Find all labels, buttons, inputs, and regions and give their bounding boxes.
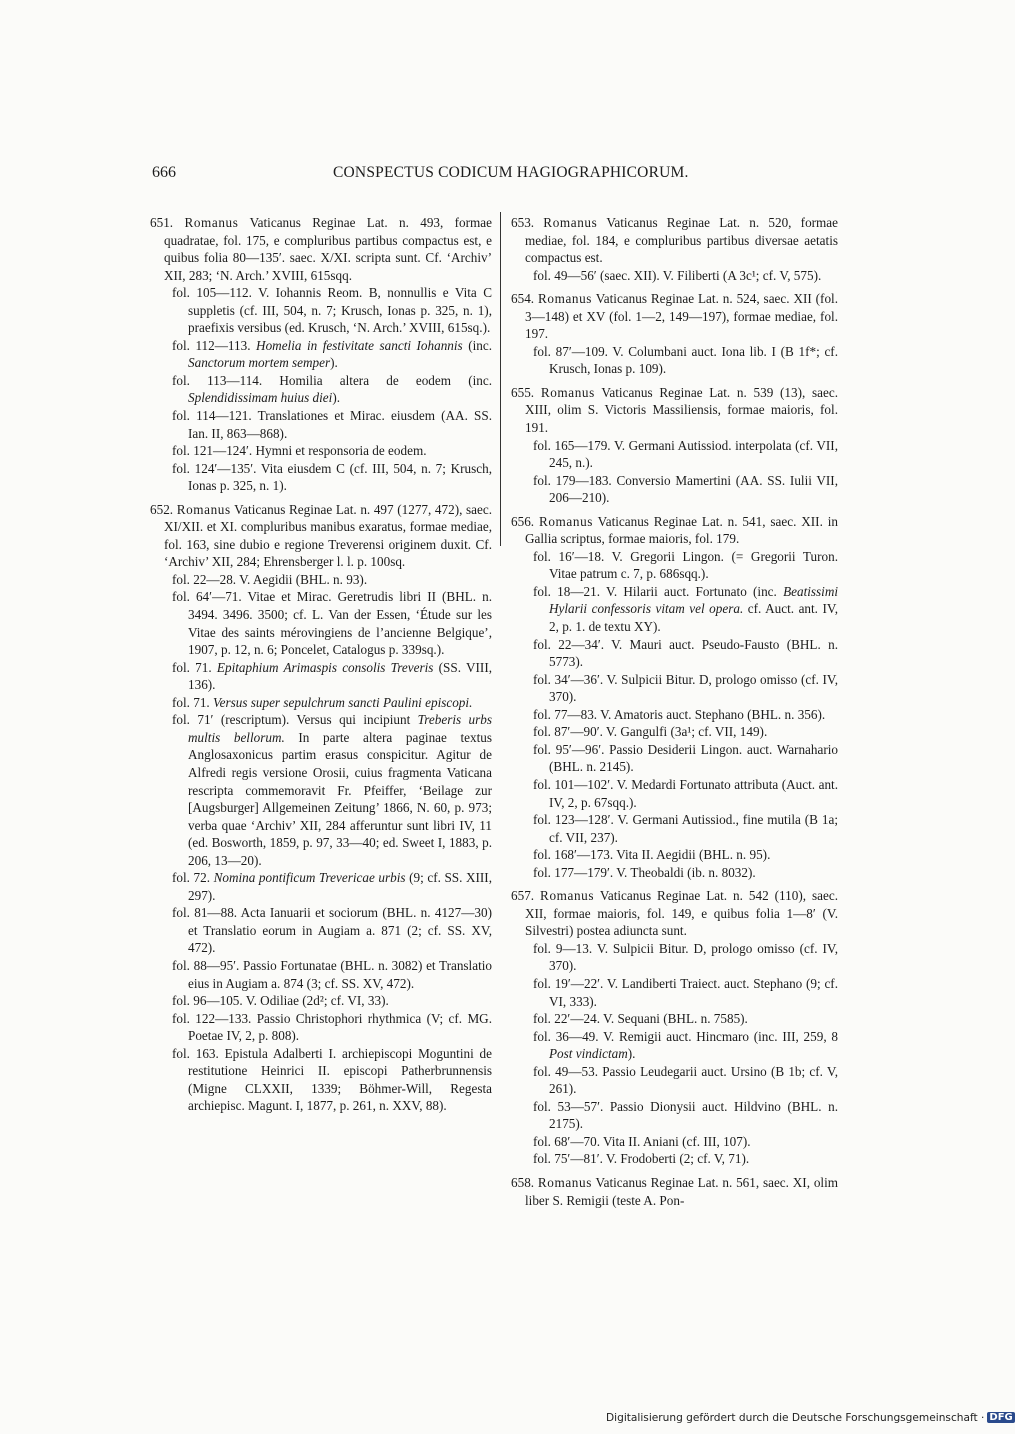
folio-text: fol. 36—49. V. Remigii auct. Hincmaro (inc. III, 259, 8 (533, 1028, 838, 1044)
folio-item (150, 694, 492, 712)
folio-text: fol. 18—21. V. Hilarii auct. Fortunato (inc. (533, 583, 777, 599)
entry-656 (511, 513, 838, 881)
italic-title: Epitaphium Arimaspis consolis Treveris (216, 659, 434, 675)
folio-item: fol. 163. Epistula Adalberti I. archiepiscopi Moguntini de restitutione Heinrici II. episcopi Patherbrunnensis (Migne CLXXII, 1339; Böhmer-Will, Regesta archiepisc. Magunt. I, 1877, p. 261, n. XXV, 88). (172, 1045, 492, 1114)
folio-item: fol. 34′—36′. V. Sulpicii Bitur. D, prologo omisso (cf. IV, 370). (533, 671, 838, 705)
shelfmark: Romanus (540, 384, 595, 400)
entry-description: Vaticanus Reginae Lat. n. 493, formae quadratae, fol. 175, e compluribus partibus compactus est, e quibus folia 80—135′. saec. X/XI. scripta sunt. Cf. ‘Archiv’ XII, 283; ‘N. Arch.’ XVIII, 615sqq. (164, 215, 493, 283)
folio-text: fol. 71′ (rescriptum). Versus qui incipiunt (172, 712, 411, 728)
entry-number: 653. (511, 215, 535, 230)
dfg-logo: DFG (989, 1412, 1013, 1423)
folio-text: fol. 113—114. Homilia altera de eodem (inc. (172, 372, 492, 388)
folio-item (150, 711, 492, 869)
left-column (150, 214, 492, 1121)
folio-item: fol. 121—124′. Hymni et responsoria de eodem. (172, 443, 427, 459)
digitization-credit (606, 1412, 1015, 1424)
shelfmark: Romanus (184, 215, 239, 230)
entry-654 (511, 290, 838, 378)
entry-description: Vaticanus Reginae Lat. n. 497 (1277, 472), saec. XI/XII. et XI. compluribus manibus exaratus, formae mediae, fol. 163, sine dubio e regione Treverensi originem duxit. Cf. ‘Archiv’ XII, 284; Ehrensberger l. l. p. 100sq. (164, 501, 493, 570)
folio-item (511, 583, 838, 636)
folio-text: cf. Auct. ant. IV, 2, p. 1. de textu XY). (549, 601, 839, 635)
entry-651 (150, 214, 492, 495)
folio-item (150, 372, 492, 407)
folio-item: fol. 16′—18. V. Gregorii Lingon. (= Gregorii Turon. Vitae patrum c. 7, p. 686sqq.). (533, 548, 838, 582)
italic-incipit: Splendidissimam huius diei (188, 390, 333, 406)
entry-number: 655. (511, 384, 535, 400)
italic-title: Homelia in festivitate sancti Iohannis (256, 337, 463, 353)
italic-title: Versus super sepulchrum sancti Paulini episcopi. (213, 694, 473, 710)
entry-number: 656. (511, 513, 535, 529)
folio-item: fol. 88—95′. Passio Fortunatae (BHL. n. 3082) et Translatio eius in Augiam a. 874 (3; cf. SS. XV, 472). (172, 957, 492, 991)
folio-item: fol. 114—121. Translationes et Mirac. eiusdem (AA. SS. Ian. II, 863—868). (172, 408, 492, 441)
folio-item: fol. 101—102′. V. Medardi Fortunato attributa (Auct. ant. IV, 2, p. 67sqq.). (533, 776, 838, 810)
entry-658 (511, 1174, 838, 1209)
entry-header (511, 887, 838, 940)
folio-item: fol. 87′—90′. V. Gangulfi (3a¹; cf. VII, 149). (533, 724, 768, 740)
folio-item (150, 659, 492, 694)
folio-item: fol. 68′—70. Vita II. Aniani (cf. III, 107). (533, 1133, 751, 1149)
folio-item: fol. 124′—135′. Vita eiusdem C (cf. III, 504, n. 7; Krusch, Ionas p. 325, n. 1). (172, 460, 492, 494)
entry-header (511, 290, 838, 343)
folio-item: fol. 96—105. V. Odiliae (2d²; cf. VI, 33). (172, 993, 389, 1009)
entry-description: Vaticanus Reginae Lat. n. 541, saec. XII. in Gallia scriptus, formae maioris, fol. 179. (525, 513, 839, 547)
folio-item: fol. 75′—81′. V. Frodoberti (2; cf. V, 71). (533, 1151, 750, 1167)
running-title: CONSPECTUS CODICUM HAGIOGRAPHICORUM. (333, 164, 689, 181)
folio-text: ). (330, 355, 338, 371)
folio-item: fol. 95′—96′. Passio Desiderii Lingon. auct. Warnahario (BHL. n. 2145). (533, 741, 838, 775)
folio-item: fol. 105—112. V. Iohannis Reom. B, nonnullis e Vita C suppletis (cf. III, 504, n. 7; Krusch, Ionas p. 325, n. 1), praefixis versibus (ed. Krusch, ‘N. Arch.’ XVIII, 615sq.). (172, 285, 492, 336)
italic-title: Nomina pontificum Trevericae urbis (213, 870, 406, 886)
folio-item: fol. 49—56′ (saec. XII). V. Filiberti (A 3c¹; cf. V, 575). (533, 267, 822, 283)
entry-number: 651. (150, 215, 174, 230)
entry-number: 652. (150, 501, 174, 517)
folio-text: ). (627, 1046, 636, 1062)
folio-ref: fol. 112—113. (172, 337, 251, 353)
entry-number: 654. (511, 291, 535, 307)
shelfmark: Romanus (538, 513, 593, 529)
folio-item: fol. 49—53. Passio Leudegarii auct. Ursino (B 1b; cf. V, 261). (533, 1063, 838, 1097)
folio-item (511, 1028, 838, 1063)
folio-text: (inc. (468, 337, 493, 353)
entry-652 (150, 501, 492, 1115)
entry-number: 657. (511, 888, 535, 904)
shelfmark: Romanus (176, 501, 231, 517)
entry-header (150, 214, 492, 284)
right-column (511, 214, 838, 1215)
column-divider (500, 212, 501, 546)
folio-text: (9; cf. SS. XIII, 297). (188, 870, 492, 903)
entry-header (511, 513, 838, 548)
entry-description: Vaticanus Reginae Lat. n. 561, saec. XI, olim liber S. Remigii (teste A. Pon- (525, 1174, 838, 1208)
entry-description: Vaticanus Reginae Lat. n. 520, formae mediae, fol. 184, e compluribus partibus diversae aetatis compactus est. (525, 215, 839, 266)
folio-ref: fol. 72. (172, 870, 211, 886)
entry-653 (511, 214, 838, 284)
entry-657 (511, 887, 838, 1168)
folio-item: fol. 77—83. V. Amatoris auct. Stephano (BHL. n. 356). (533, 706, 826, 722)
folio-item: fol. 87′—109. V. Columbani auct. Iona lib. I (B 1f*; cf. Krusch, Ionas p. 109). (533, 343, 838, 377)
entry-header (511, 214, 838, 267)
folio-item: fol. 177—179′. V. Theobaldi (ib. n. 8032). (533, 864, 756, 880)
folio-item: fol. 19′—22′. V. Landiberti Traiect. auct. Stephano (9; cf. VI, 333). (533, 975, 838, 1009)
italic-incipit: Sanctorum mortem semper (188, 355, 331, 371)
folio-item: fol. 53—57′. Passio Dionysii auct. Hildvino (BHL. n. 2175). (533, 1098, 838, 1132)
folio-item: fol. 9—13. V. Sulpicii Bitur. D, prologo omisso (cf. IV, 370). (533, 940, 838, 974)
shelfmark: Romanus (538, 291, 593, 307)
folio-item (150, 337, 492, 372)
folio-item: fol. 179—183. Conversio Mamertini (AA. SS. Iulii VII, 206—210). (533, 472, 838, 506)
folio-text: ). (332, 390, 341, 406)
entry-header (511, 1174, 838, 1209)
italic-incipit: Post vindictam (549, 1046, 628, 1062)
folio-ref: fol. 71. (172, 694, 210, 710)
shelfmark: Romanus (537, 1174, 592, 1190)
page-number: 666 (152, 164, 176, 181)
folio-item: fol. 165—179. V. Germani Autissiod. interpolata (cf. VII, 245, n.). (533, 437, 838, 471)
folio-ref: fol. 71. (172, 659, 212, 675)
entry-number: 658. (511, 1174, 535, 1190)
folio-item: fol. 22—34′. V. Mauri auct. Pseudo-Fausto (BHL. n. 5773). (533, 636, 838, 670)
shelfmark: Romanus (540, 888, 595, 904)
folio-item: fol. 122—133. Passio Christophori rhythmica (V; cf. MG. Poetae IV, 2, p. 808). (172, 1010, 492, 1044)
folio-item: fol. 22—28. V. Aegidii (BHL. n. 93). (172, 571, 368, 587)
italic-incipit: Treberis urbs multis bellorum. (188, 712, 492, 745)
entry-header (511, 384, 838, 437)
entry-description: Vaticanus Reginae Lat. n. 539 (13), saec. XIII, olim S. Victoris Massiliensis, formae maioris, fol. 191. (525, 384, 838, 436)
entry-description: Vaticanus Reginae Lat. n. 542 (110), saec. XII, formae maioris, fol. 149, e quibus folia 1—8′ (V. Silvestri) postea adiuncta sunt. (525, 888, 838, 939)
folio-item (150, 869, 492, 904)
entry-655 (511, 384, 838, 507)
folio-text: In parte altera paginae textus Anglosaxonicus partim erasus conspicitur. Agitur de Alfredi regis versione Orosii, cuius fragmenta Vaticana rescripta commemoravit Fr. Pfeiffer, ‘Beilage zur [Augsburger] Allgemeinen Zeitung’ 1866, N. 60, p. 973; verba quae ‘Archiv’ XII, 284 afferuntur sunt libri IV, 11 (ed. Bosworth, 1859, p. 97, 33—40; ed. Sweet I, 1883, p. 206, 13—20). (188, 729, 493, 868)
folio-item: fol. 81—88. Acta Ianuarii et sociorum (BHL. n. 4127—30) et Translatio eorum in Augiam a. 871 (2; cf. SS. XV, 472). (172, 905, 492, 956)
folio-item: fol. 64′—71. Vitae et Mirac. Geretrudis libri II (BHL. n. 3494. 3496. 3500; cf. L. Van der Essen, ‘Étude sur les Vitae des saints mérovingiens de l’ancienne Belgique’, 1907, p. 12, n. 6; Poncelet, Catalogus p. 339sq.). (172, 589, 492, 658)
folio-item: fol. 22′—24. V. Sequani (BHL. n. 7585). (533, 1011, 748, 1027)
folio-text: (SS. VIII, 136). (188, 659, 493, 693)
entry-header (150, 501, 492, 571)
shelfmark: Romanus (543, 215, 598, 230)
folio-item: fol. 168′—173. Vita II. Aegidii (BHL. n. 95). (533, 847, 771, 863)
folio-item: fol. 123—128′. V. Germani Autissiod., fine mutila (B 1a; cf. VII, 237). (533, 812, 838, 845)
entry-description: Vaticanus Reginae Lat. n. 524, saec. XII (fol. 3—148) et XV (fol. 1—2, 149—197), formae mediae, fol. 197. (525, 291, 839, 342)
italic-incipit: Beatissimi Hylarii confessoris vitam vel opera. (549, 583, 839, 617)
credit-text: Digitalisierung gefördert durch die Deutsche Forschungsgemeinschaft · (606, 1412, 985, 1424)
